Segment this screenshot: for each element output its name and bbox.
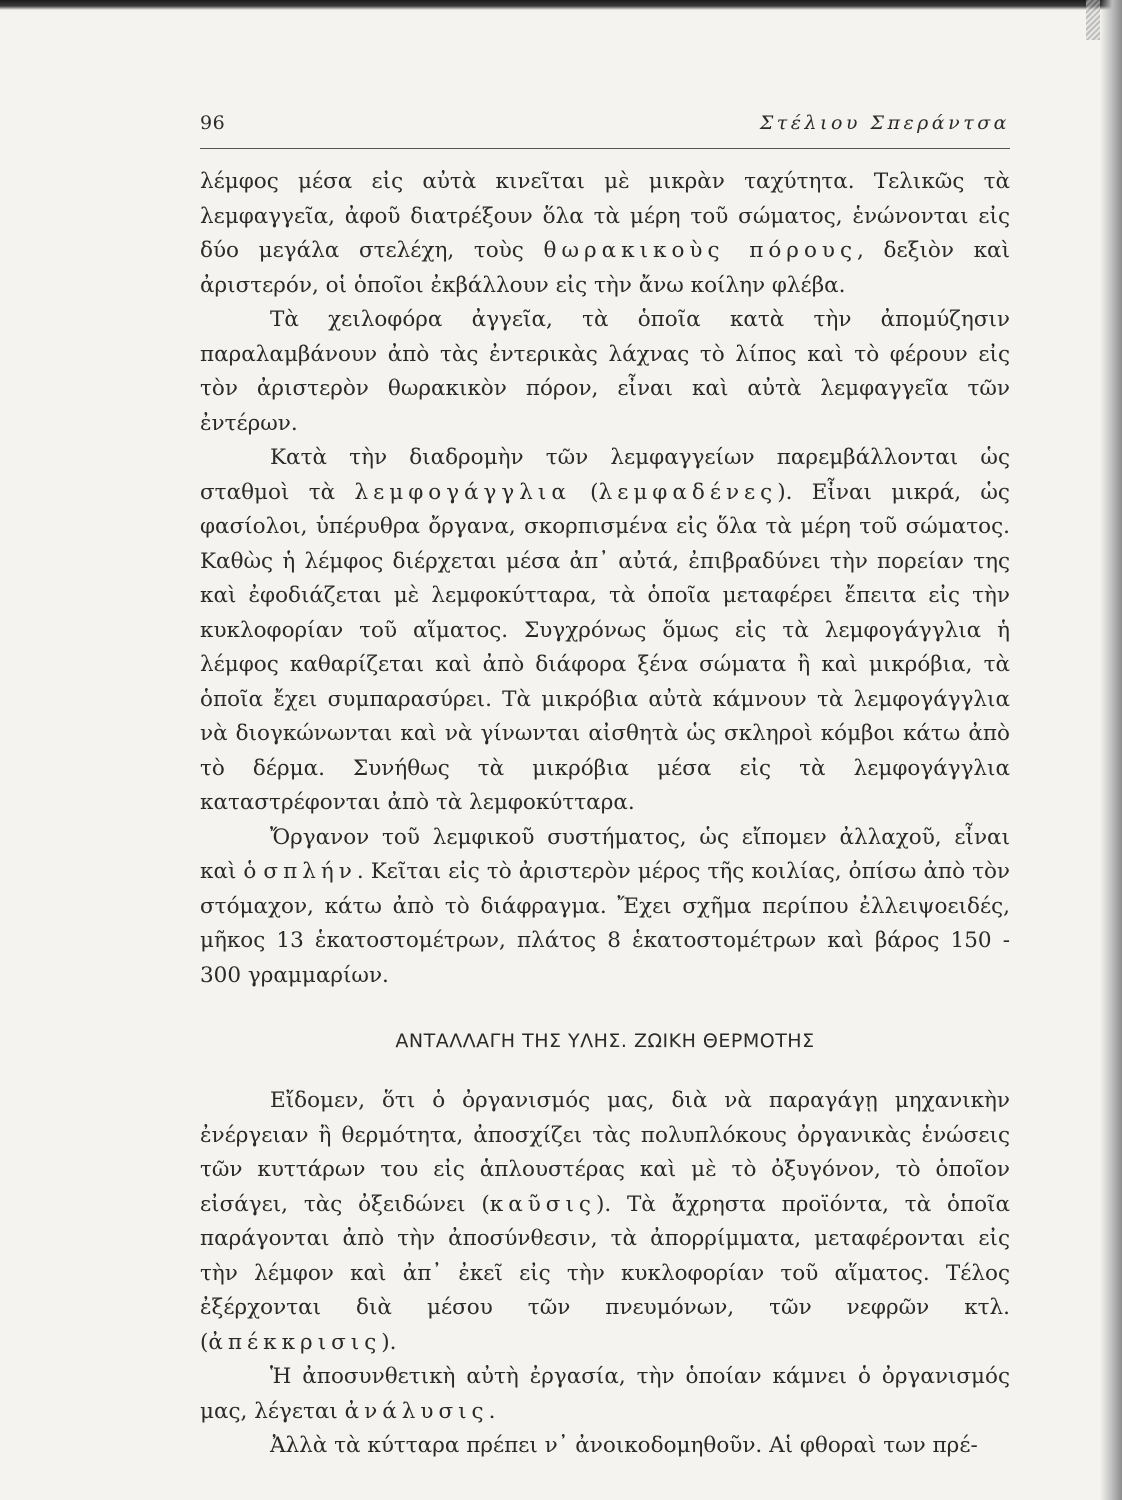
paragraph — [200, 441, 1010, 821]
text-run: ). Τὰ ἄχρηστα προϊόντα, τὰ ὁποῖα παράγονται ἀπὸ τὴν ἀποσύνθεσιν, τὰ ἀπορρίμματα, μεταφέρονται εἰς τὴν λέμφον καὶ ἀπ᾿ ἐκεῖ εἰς τὴν κυκλοφορίαν τοῦ αἵματος. Τέλος ἐξέρχονται διὰ μέσου τῶν πνευμόνων, τῶν νεφρῶν κτλ. ( — [200, 1191, 1010, 1355]
page-number: 96 — [200, 112, 226, 134]
spaced-term: θωρακικοὺς πόρους — [543, 238, 858, 263]
text-run: . — [488, 1398, 496, 1424]
running-title: Στέλιου Σπεράντσα — [759, 112, 1010, 134]
paragraph — [200, 165, 1010, 303]
spaced-term: σπλήν — [263, 859, 357, 884]
spaced-term: λεμφογάγγλια — [354, 479, 571, 505]
scan-corner-mark — [1086, 0, 1100, 40]
paragraph — [200, 821, 1010, 994]
spaced-term: καῦσις — [489, 1191, 596, 1217]
text-run: ( — [570, 479, 599, 505]
body-text — [200, 165, 1010, 1464]
running-header — [200, 112, 1010, 149]
paragraph — [200, 303, 1010, 441]
text-run: . Κεῖται εἰς τὸ ἀριστερὸν μέρος τῆς κοιλίας, ὀπίσω ἀπὸ τὸν στόμαχον, κάτω ἀπὸ τὸ διάφραγμα. Ἔχει σχῆμα περίπου ἐλλειψοειδές, μῆκος 13 ἑκατοστομέτρων, πλάτος 8 ἑκατοστομέτρων καὶ βάρος 150 - 300 γραμμαρίων. — [200, 859, 1010, 988]
text-run: λέμφος μέσα εἰς αὐτὰ κινεῖται μὲ μικρὰν ταχύτητα. Τελικῶς τὰ λεμφαγγεῖα, ἀφοῦ διατρέξουν ὅλα τὰ μέρη τοῦ σώματος, ἑνώνονται εἰς δύο μεγάλα στελέχη, τοὺς — [200, 169, 1010, 263]
book-page — [200, 112, 1010, 1464]
text-run: Ὄργανον τοῦ λεμφικοῦ συστήματος, ὡς εἴπομεν ἀλλαχοῦ, εἶναι καὶ ὁ — [200, 824, 1010, 884]
text-run: , δεξιὸν καὶ ἀριστερόν, οἱ ὁποῖοι ἐκβάλλουν εἰς τὴν ἄνω κοίλην φλέβα. — [200, 238, 1010, 298]
text-run: Εἴδομεν, ὅτι ὁ ὀργανισμός μας, διὰ νὰ παραγάγῃ μηχανικὴν ἐνέργειαν ἢ θερμότητα, ἀποσχίζει τὰς πολυπλόκους ὀργανικὰς ἑνώσεις τῶν κυττάρων του εἰς ἁπλουστέρας καὶ μὲ τὸ ὀξυγόνον, τὸ ὁποῖον εἰσάγει, τὰς ὀξειδώνει ( — [200, 1088, 1010, 1217]
paragraph — [200, 1429, 1010, 1464]
section-heading: ΑΝΤΑΛΛΑΓΗ ΤΗΣ ΥΛΗΣ. ΖΩΙΚΗ ΘΕΡΜΟΤΗΣ — [395, 1030, 815, 1052]
spaced-term: ἀνάλυσις — [344, 1398, 489, 1424]
scan-right-edge — [1100, 0, 1122, 1500]
paragraph — [200, 1360, 1010, 1429]
text-run: Τὰ χειλοφόρα ἀγγεῖα, τὰ ὁποῖα κατὰ τὴν ἀπομύζησιν παραλαμβάνουν ἀπὸ τὰς ἐντερικὰς λάχνας τὸ λίπος καὶ τὸ φέρουν εἰς τὸν ἀριστερὸν θωρακικὸν πόρον, εἶναι καὶ αὐτὰ λεμφαγγεῖα τῶν ἐντέρων. — [200, 307, 1010, 436]
text-run: ). Εἶναι μικρά, ὡς φασίολοι, ὑπέρυθρα ὄργανα, σκορπισμένα εἰς ὅλα τὰ μέρη τοῦ σώματος. Καθὼς ἡ λέμφος διέρχεται μέσα ἀπ᾿ αὐτά, ἐπιβραδύνει τὴν πορείαν της καὶ ἐφοδιάζεται μὲ λεμφοκύτταρα, τὰ ὁποῖα μεταφέρει ἔπειτα εἰς τὴν κυκλοφορίαν τοῦ αἵματος. Συγχρόνως ὅμως εἰς τὰ λεμφογάγγλια ἡ λέμφος καθαρίζεται καὶ ἀπὸ διάφορα ξένα σώματα ἢ καὶ μικρόβια, τὰ ὁποῖα ἔχει συμπαρασύρει. Τὰ μικρόβια αὐτὰ κάμνουν τὰ λεμφογάγγλια νὰ διογκώνωνται καὶ νὰ γίνωνται αἰσθητὰ ὡς σκληροὶ κόμβοι κάτω ἀπὸ τὸ δέρμα. Συνήθως τὰ μικρόβια μέσα εἰς τὰ λεμφογάγγλια καταστρέφονται ἀπὸ τὰ λεμφοκύτταρα. — [200, 479, 1010, 815]
text-run: ). — [381, 1329, 397, 1355]
paragraph — [200, 1084, 1010, 1360]
text-run: Ἀλλὰ τὰ κύτταρα πρέπει ν᾿ ἀνοικοδομηθοῦν. Αἱ φθοραὶ των πρέ- — [270, 1433, 978, 1458]
spaced-term: ἀπέκκρισις — [208, 1329, 382, 1355]
scan-top-edge — [0, 0, 1122, 10]
text-run: Ἡ ἀποσυνθετικὴ αὐτὴ ἐργασία, τὴν ὁποίαν κάμνει ὁ ὀργανισμός μας, λέγεται — [200, 1364, 1010, 1424]
text-run: Κατὰ τὴν διαδρομὴν τῶν λεμφαγγείων παρεμβάλλονται ὡς σταθμοὶ τὰ — [200, 445, 1010, 505]
spaced-term: λεμφαδένες — [598, 479, 778, 505]
